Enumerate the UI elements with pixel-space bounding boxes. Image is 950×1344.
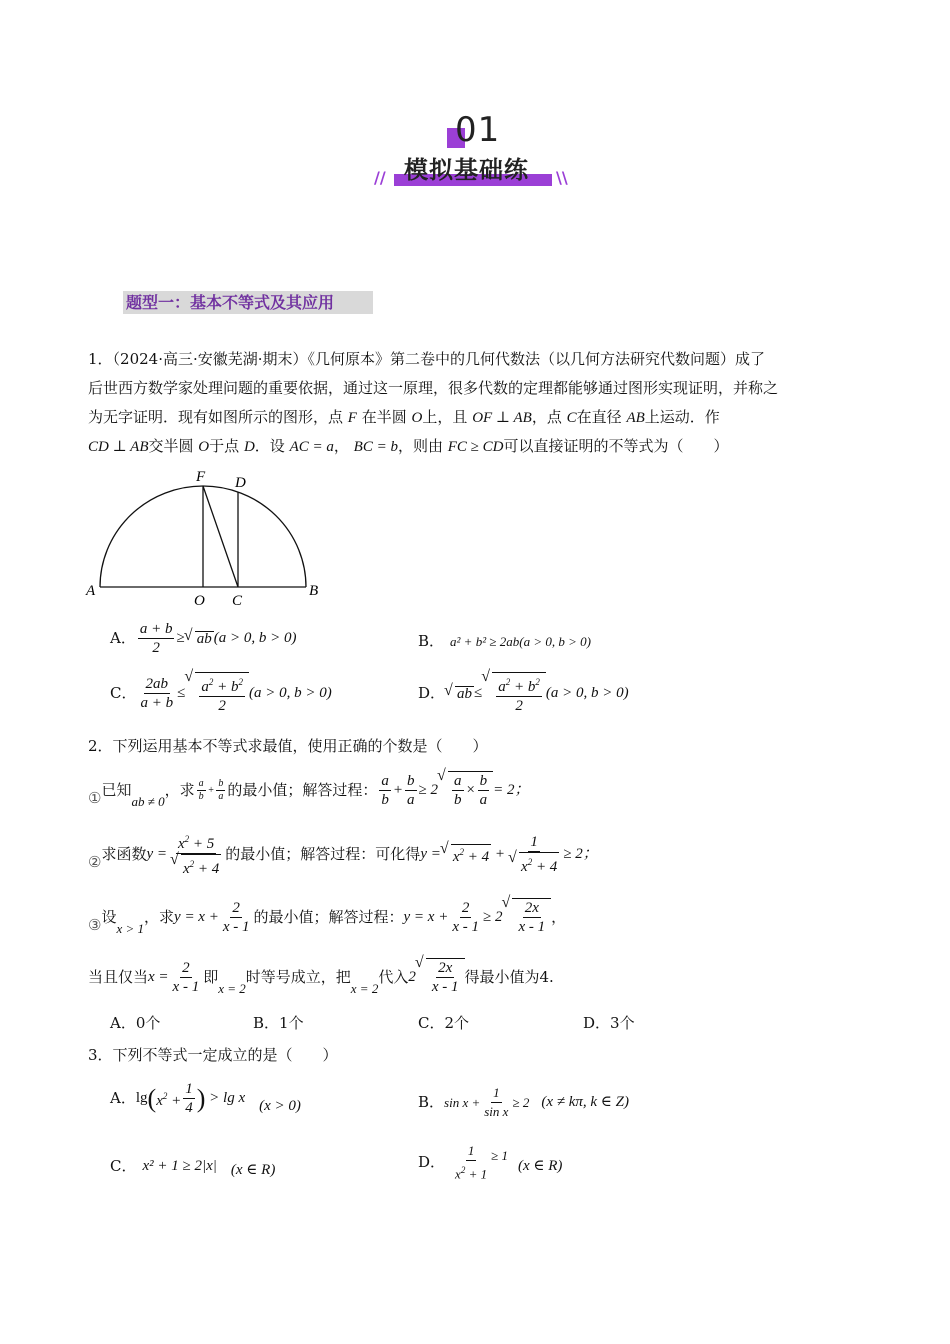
- q2-item2-frac: $x^2 + 5$ √ $x^2 + 4$: [169, 830, 223, 878]
- q3-option-c-cond: (x ∈ R): [230, 1162, 276, 1178]
- q2-item1-end: = 2；: [493, 781, 530, 798]
- q3-option-b-cond: (x ≠ kπ, k ∈ Z): [541, 1094, 629, 1110]
- q1-option-a[interactable]: A． $\frac{a + b}{2}$ ≥ √ ab (a > 0, b > 0): [110, 620, 296, 657]
- q1-option-d-sqrt1: √ ab: [455, 686, 474, 702]
- q2-line5-a: 当且仅当: [88, 967, 149, 986]
- label-A: A: [86, 583, 96, 599]
- q2-choice-d[interactable]: D．3个: [583, 1014, 635, 1032]
- q3-option-c[interactable]: [110, 1155, 275, 1178]
- q1-line3-c: 上，且: [422, 408, 468, 426]
- q1-semicircle-figure: [80, 465, 330, 615]
- q3-stem: 3．下列不等式一定成立的是（ ）: [88, 1046, 338, 1064]
- q2-item3-end: ，: [551, 907, 567, 926]
- q1-line1-text: （2024·高三·安徽芜湖·期末）《几何原本》第二卷中的几何代数法（以几何方法研究代数问题）成了: [112, 350, 766, 368]
- q3-option-a[interactable]: A． lg ( $x^2$ + $\frac{1}{4}$ ) > lg x (x > 0): [110, 1081, 301, 1116]
- q3-option-c-expr: x² + 1 ≥ 2|x|: [142, 1158, 217, 1174]
- q2-item3-mark: ③: [88, 915, 102, 934]
- header-deco-left: //: [374, 168, 386, 187]
- q1-sym-D: D: [243, 439, 255, 455]
- q1-line4-b: 于点: [209, 437, 240, 455]
- q1-option-a-frac: $\frac{a + b}{2}$: [139, 621, 173, 656]
- q2-stem: 2．下列运用基本不等式求最值，使用正确的个数是（ ）: [88, 737, 488, 755]
- q3-option-a-label: A．: [110, 1089, 136, 1107]
- q1-line3: [88, 410, 720, 426]
- q2-choice-a[interactable]: A．0个: [110, 1014, 161, 1032]
- q2-line5: 当且仅当 x = $\frac{2}{x - 1}$ 即 x = 2 时等号成立，把 x = 2 代入 2 √ $\frac{2x}{x - 1}$ 得最小值为4.: [88, 958, 554, 996]
- q3-option-a-cond: (x > 0): [259, 1098, 301, 1114]
- q3-option-b-label: B．: [418, 1093, 445, 1111]
- q2-choice-b[interactable]: B．1个: [253, 1014, 304, 1032]
- q1-sym-O: O: [411, 410, 423, 426]
- header-number: 01: [455, 110, 501, 150]
- q1-line4-d: ，则由: [397, 437, 443, 455]
- q1-option-b[interactable]: [418, 634, 591, 649]
- label-D: D: [235, 475, 246, 491]
- q1-line3-b: 在半圆: [361, 408, 407, 426]
- q1-option-a-cond: (a > 0, b > 0): [213, 630, 297, 646]
- q2-item1-mark: ①: [88, 788, 102, 807]
- q1-option-d-sqrt2: √ $\frac{a^2 + b^2}{2}$: [492, 672, 546, 715]
- q2-line5-e: 得最小值为4.: [464, 967, 554, 986]
- q2-item1-c: 的最小值；解答过程：: [227, 780, 378, 799]
- header-deco-right: \\: [556, 168, 568, 187]
- q2-item3-c: 的最小值；解答过程：: [253, 907, 404, 926]
- q1-option-c[interactable]: C． $\frac{2ab}{a + b}$ ≤ √ $\frac{a^2 + b^2}{2}$ (a > 0, b > 0): [110, 672, 332, 715]
- q2-line5-c: 时等号成立，把: [245, 967, 351, 986]
- q1-line3-a: 为无字证明．现有如图所示的图形，点: [88, 408, 344, 426]
- q1-option-c-frac: $\frac{2ab}{a + b}$: [140, 676, 174, 711]
- q2-line5-cond: x = 2: [218, 980, 246, 996]
- q1-line4-e: 可以直接证明的不等式为（ ）: [503, 437, 729, 455]
- q2-item1-frac-ab: $\frac{a}{b}$: [198, 777, 204, 802]
- q1-sym-FC-CD: FC ≥ CD: [447, 439, 504, 455]
- q1-sym-BC: BC = b: [353, 439, 398, 455]
- q1-line3-e: 在直径: [576, 408, 622, 426]
- q2-choice-c[interactable]: C．2个: [418, 1014, 470, 1032]
- header-title: 模拟基础练: [404, 156, 529, 184]
- q2-item3-b: ，求: [144, 907, 175, 926]
- q2-item1-cond: ab ≠ 0: [131, 793, 165, 809]
- label-B: B: [309, 583, 319, 599]
- q3-option-d-cond: (x ∈ R): [517, 1158, 563, 1175]
- q1-line3-d: ，点: [531, 408, 562, 426]
- q2-item2-a: 求函数: [101, 844, 147, 863]
- q1-option-c-label: C．: [110, 684, 137, 702]
- label-C: C: [232, 593, 243, 609]
- q1-line4-a: 交半圆: [148, 437, 194, 455]
- q1-sym-OF-AB: OF ⊥ AB: [472, 410, 532, 426]
- q2-item3: ③ 设 x > 1 ，求 y = x + $\frac{2}{x - 1}$ 的最小值；解答过程： y = x + $\frac{2}{x - 1}$ ≥ 2 √ $\frac{2x}{x - 1}$ ，: [88, 898, 566, 936]
- q2-item3-cond: x > 1: [116, 920, 145, 936]
- q1-option-c-cond: (a > 0, b > 0): [248, 685, 332, 701]
- q2-item2: ② 求函数 y = $x^2 + 5$ √ $x^2 + 4$ 的最小值；解答过程：可化得 y = √ $x^2 + 4$ + 1 √ $x^2 + 4$ ≥ 2；: [88, 830, 598, 878]
- q1-line1: [88, 352, 765, 367]
- label-F: F: [196, 469, 206, 485]
- q2-item1-b: ，求: [164, 780, 195, 799]
- q2-item2-b: 的最小值；解答过程：可化得: [225, 844, 421, 863]
- q1-sym-O2: O: [198, 439, 210, 455]
- q1-line4-c: ．设: [254, 437, 285, 455]
- q1-line4: CD ⊥ AB交半圆 O于点 D．设 AC = a， BC = b，则由 FC ≥ CD可以直接证明的不等式为（ ）: [88, 437, 729, 455]
- q1-option-d[interactable]: D． √ ab ≤ √ $\frac{a^2 + b^2}{2}$ (a > 0, b > 0): [418, 672, 629, 715]
- q2-item1-a: 已知: [101, 780, 132, 799]
- q2-line5-d: 代入: [378, 967, 409, 986]
- q1-option-b-cond: (a > 0, b > 0): [519, 634, 591, 649]
- q2-item2-mark: ②: [88, 852, 102, 871]
- q3-option-d-label: D．: [418, 1153, 446, 1172]
- q2-line5-cond2: x = 2: [350, 980, 379, 996]
- q2-item3-a: 设: [101, 907, 117, 926]
- q2-item2-end: ≥ 2；: [563, 845, 598, 862]
- q3-option-c-label: C．: [110, 1157, 137, 1175]
- q1-option-a-label: A．: [110, 629, 136, 647]
- q1-line2: 后世西方数学家处理问题的重要依据，通过这一原理，很多代数的定理都能够通过图形实现证明，并称之: [88, 379, 779, 397]
- q1-number: 1．: [88, 350, 113, 368]
- segment-FC: [203, 486, 238, 587]
- q2-item1: ① 已知 ab ≠ 0 ，求 $\frac{a}{b}$ + $\frac{b}{a}$ 的最小值；解答过程： $\frac{a}{b}$ + $\frac{b}{a}$ ≥ 2 √ $\frac{a}{b}$ × $\frac{b}{a}$ = 2；: [88, 771, 530, 809]
- q3-option-b[interactable]: B． sin x + $\frac{1}{\text{sin x}}$ ≥ 2 (x ≠ kπ, k ∈ Z): [418, 1085, 629, 1119]
- q3-option-d[interactable]: D． $\frac{1}{x^2 + 1}$ ≥ 1 (x ∈ R): [418, 1143, 563, 1182]
- q2-item1-frac-ba: $\frac{b}{a}$: [218, 777, 224, 802]
- label-O: O: [194, 593, 205, 609]
- q2-line5-b: 即: [203, 967, 219, 986]
- q1-option-a-sqrt: √ ab: [195, 631, 214, 647]
- q1-option-b-expr: a² + b² ≥ 2ab: [450, 634, 520, 649]
- q1-sym-AC: AC = a: [289, 439, 334, 455]
- section-title: 题型一：基本不等式及其应用: [126, 293, 335, 312]
- q1-option-d-label: D．: [418, 684, 446, 702]
- q1-sym-F: F: [347, 410, 357, 426]
- q1-sym-CD-AB: CD ⊥ AB: [88, 439, 149, 455]
- q1-sym-AB: AB: [626, 410, 645, 426]
- q1-option-c-sqrt: √ $\frac{a^2 + b^2}{2}$: [195, 672, 249, 715]
- q1-option-d-cond: (a > 0, b > 0): [545, 685, 629, 701]
- q2-item1-sqrt: √ $\frac{a}{b}$ × $\frac{b}{a}$: [448, 771, 493, 809]
- q1-line3-f: 上运动．作: [644, 408, 720, 426]
- q1-option-b-label: B．: [418, 632, 445, 650]
- q1-sym-C: C: [566, 410, 577, 426]
